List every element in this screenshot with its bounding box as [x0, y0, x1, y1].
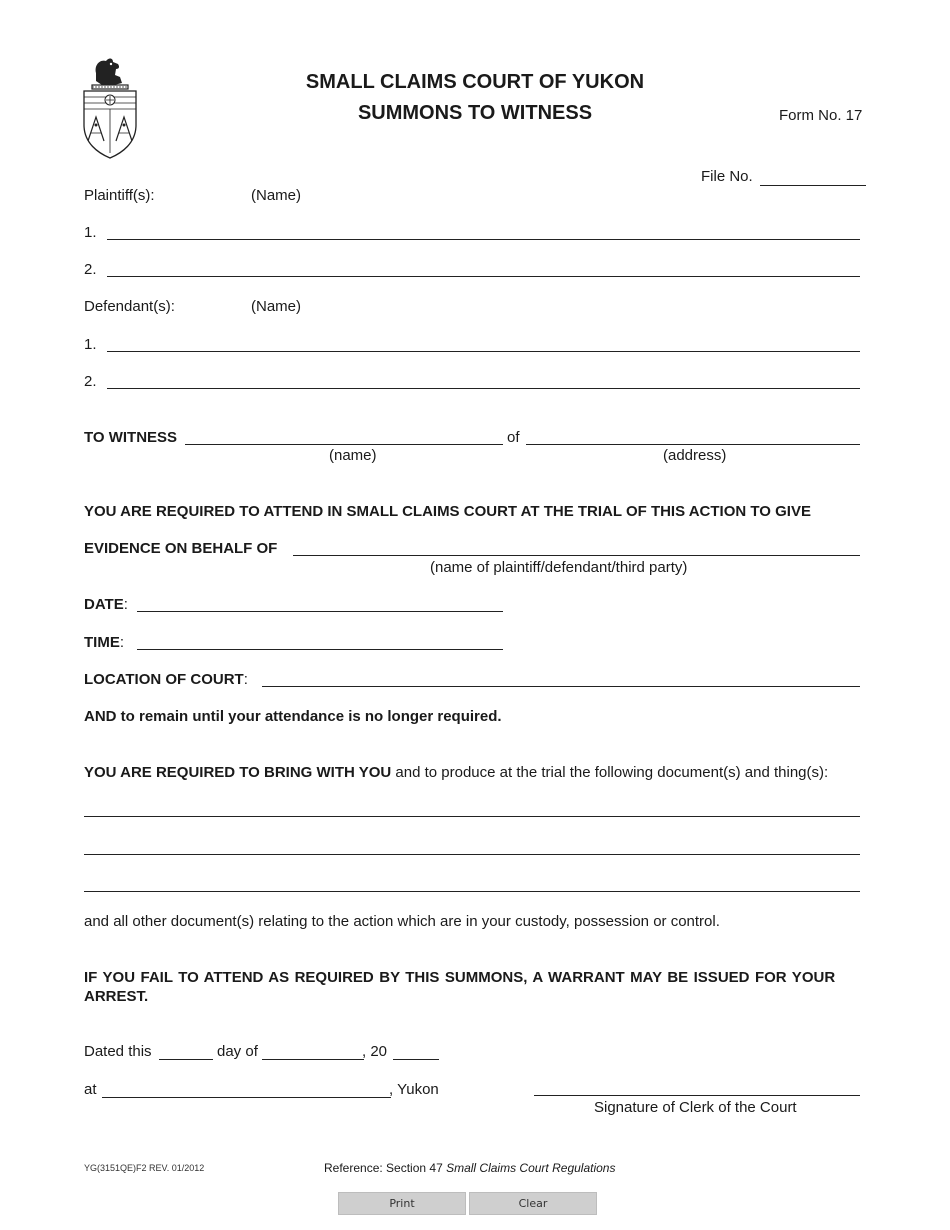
- time-input[interactable]: [137, 631, 503, 650]
- year-input[interactable]: [393, 1041, 439, 1060]
- date-label-row: [84, 596, 128, 613]
- witness-address-input[interactable]: [526, 426, 860, 445]
- witness-name-input[interactable]: [185, 426, 503, 445]
- attendance-required-line2: EVIDENCE ON BEHALF OF: [84, 540, 278, 557]
- at-place-input[interactable]: [102, 1079, 391, 1098]
- time-colon: :: [119, 634, 125, 651]
- day-input[interactable]: [159, 1041, 213, 1060]
- defendant-2-label: 2.: [84, 373, 97, 390]
- form-code: YG(3151QE)F2 REV. 01/2012: [84, 1163, 205, 1173]
- warning-line1: IF YOU FAIL TO ATTEND AS REQUIRED BY THIS SUMMONS, A WARRANT MAY BE ISSUED FOR YOUR: [84, 969, 836, 986]
- bring-documents-text: [84, 764, 828, 781]
- location-label: LOCATION OF COURT: [84, 671, 244, 688]
- date-input[interactable]: [137, 593, 503, 612]
- plaintiff-name-hint: (Name): [251, 187, 302, 204]
- bring-bold-text: YOU ARE REQUIRED TO BRING WITH YOU: [84, 764, 392, 781]
- witness-address-hint: (address): [663, 447, 727, 464]
- file-no-label: File No.: [701, 168, 753, 185]
- clear-button[interactable]: Clear: [469, 1192, 597, 1215]
- reference-text: [324, 1161, 615, 1175]
- bring-rest-text: and to produce at the trial the following document(s) and thing(s):: [391, 764, 829, 781]
- document-line-3-input[interactable]: [84, 873, 860, 892]
- court-name-heading: SMALL CLAIMS COURT OF YUKON: [305, 71, 645, 93]
- location-colon: :: [243, 671, 248, 688]
- document-line-1-input[interactable]: [84, 798, 860, 817]
- print-button[interactable]: Print: [338, 1192, 466, 1215]
- date-colon: :: [123, 596, 128, 613]
- party-hint: (name of plaintiff/defendant/third party): [430, 559, 688, 576]
- month-input[interactable]: [262, 1041, 364, 1060]
- custody-text: and all other document(s) relating to the action which are in your custody, possession or control.: [84, 913, 720, 930]
- at-label: at: [84, 1081, 97, 1098]
- warning-line2: ARREST.: [84, 988, 149, 1005]
- defendant-name-hint: (Name): [251, 298, 302, 315]
- yukon-suffix: , Yukon: [389, 1081, 439, 1098]
- plaintiff-1-input[interactable]: [107, 221, 860, 240]
- form-number: Form No. 17: [779, 107, 863, 124]
- location-label-row: [84, 671, 248, 688]
- reference-italic: Small Claims Court Regulations: [446, 1161, 616, 1175]
- attendance-required-line1: YOU ARE REQUIRED TO ATTEND IN SMALL CLAIMS COURT AT THE TRIAL OF THIS ACTION TO GIVE: [84, 503, 811, 520]
- plaintiffs-label: Plaintiff(s):: [84, 187, 155, 204]
- form-title-heading: SUMMONS TO WITNESS: [357, 102, 593, 124]
- defendant-2-input[interactable]: [107, 370, 860, 389]
- signature-line: [534, 1095, 860, 1096]
- dated-this-label: Dated this: [84, 1043, 152, 1060]
- plaintiff-2-label: 2.: [84, 261, 97, 278]
- location-input[interactable]: [262, 668, 860, 687]
- of-label: of: [507, 429, 520, 446]
- witness-name-hint: (name): [329, 447, 377, 464]
- time-label-row: [84, 634, 124, 651]
- defendant-1-input[interactable]: [107, 333, 860, 352]
- document-line-2-input[interactable]: [84, 836, 860, 855]
- to-witness-label: TO WITNESS: [84, 429, 178, 446]
- defendant-1-label: 1.: [84, 336, 97, 353]
- year-prefix-label: , 20: [362, 1043, 388, 1060]
- remain-text: AND to remain until your attendance is no longer required.: [84, 708, 502, 725]
- day-of-label: day of: [217, 1043, 258, 1060]
- defendants-label: Defendant(s):: [84, 298, 175, 315]
- time-label: TIME: [84, 634, 120, 651]
- file-no-input[interactable]: [760, 167, 866, 186]
- plaintiff-2-input[interactable]: [107, 258, 860, 277]
- date-label: DATE: [84, 596, 124, 613]
- reference-prefix: Reference: Section 47: [324, 1161, 447, 1175]
- on-behalf-of-input[interactable]: [293, 537, 860, 556]
- signature-label: Signature of Clerk of the Court: [594, 1099, 797, 1116]
- plaintiff-1-label: 1.: [84, 224, 97, 241]
